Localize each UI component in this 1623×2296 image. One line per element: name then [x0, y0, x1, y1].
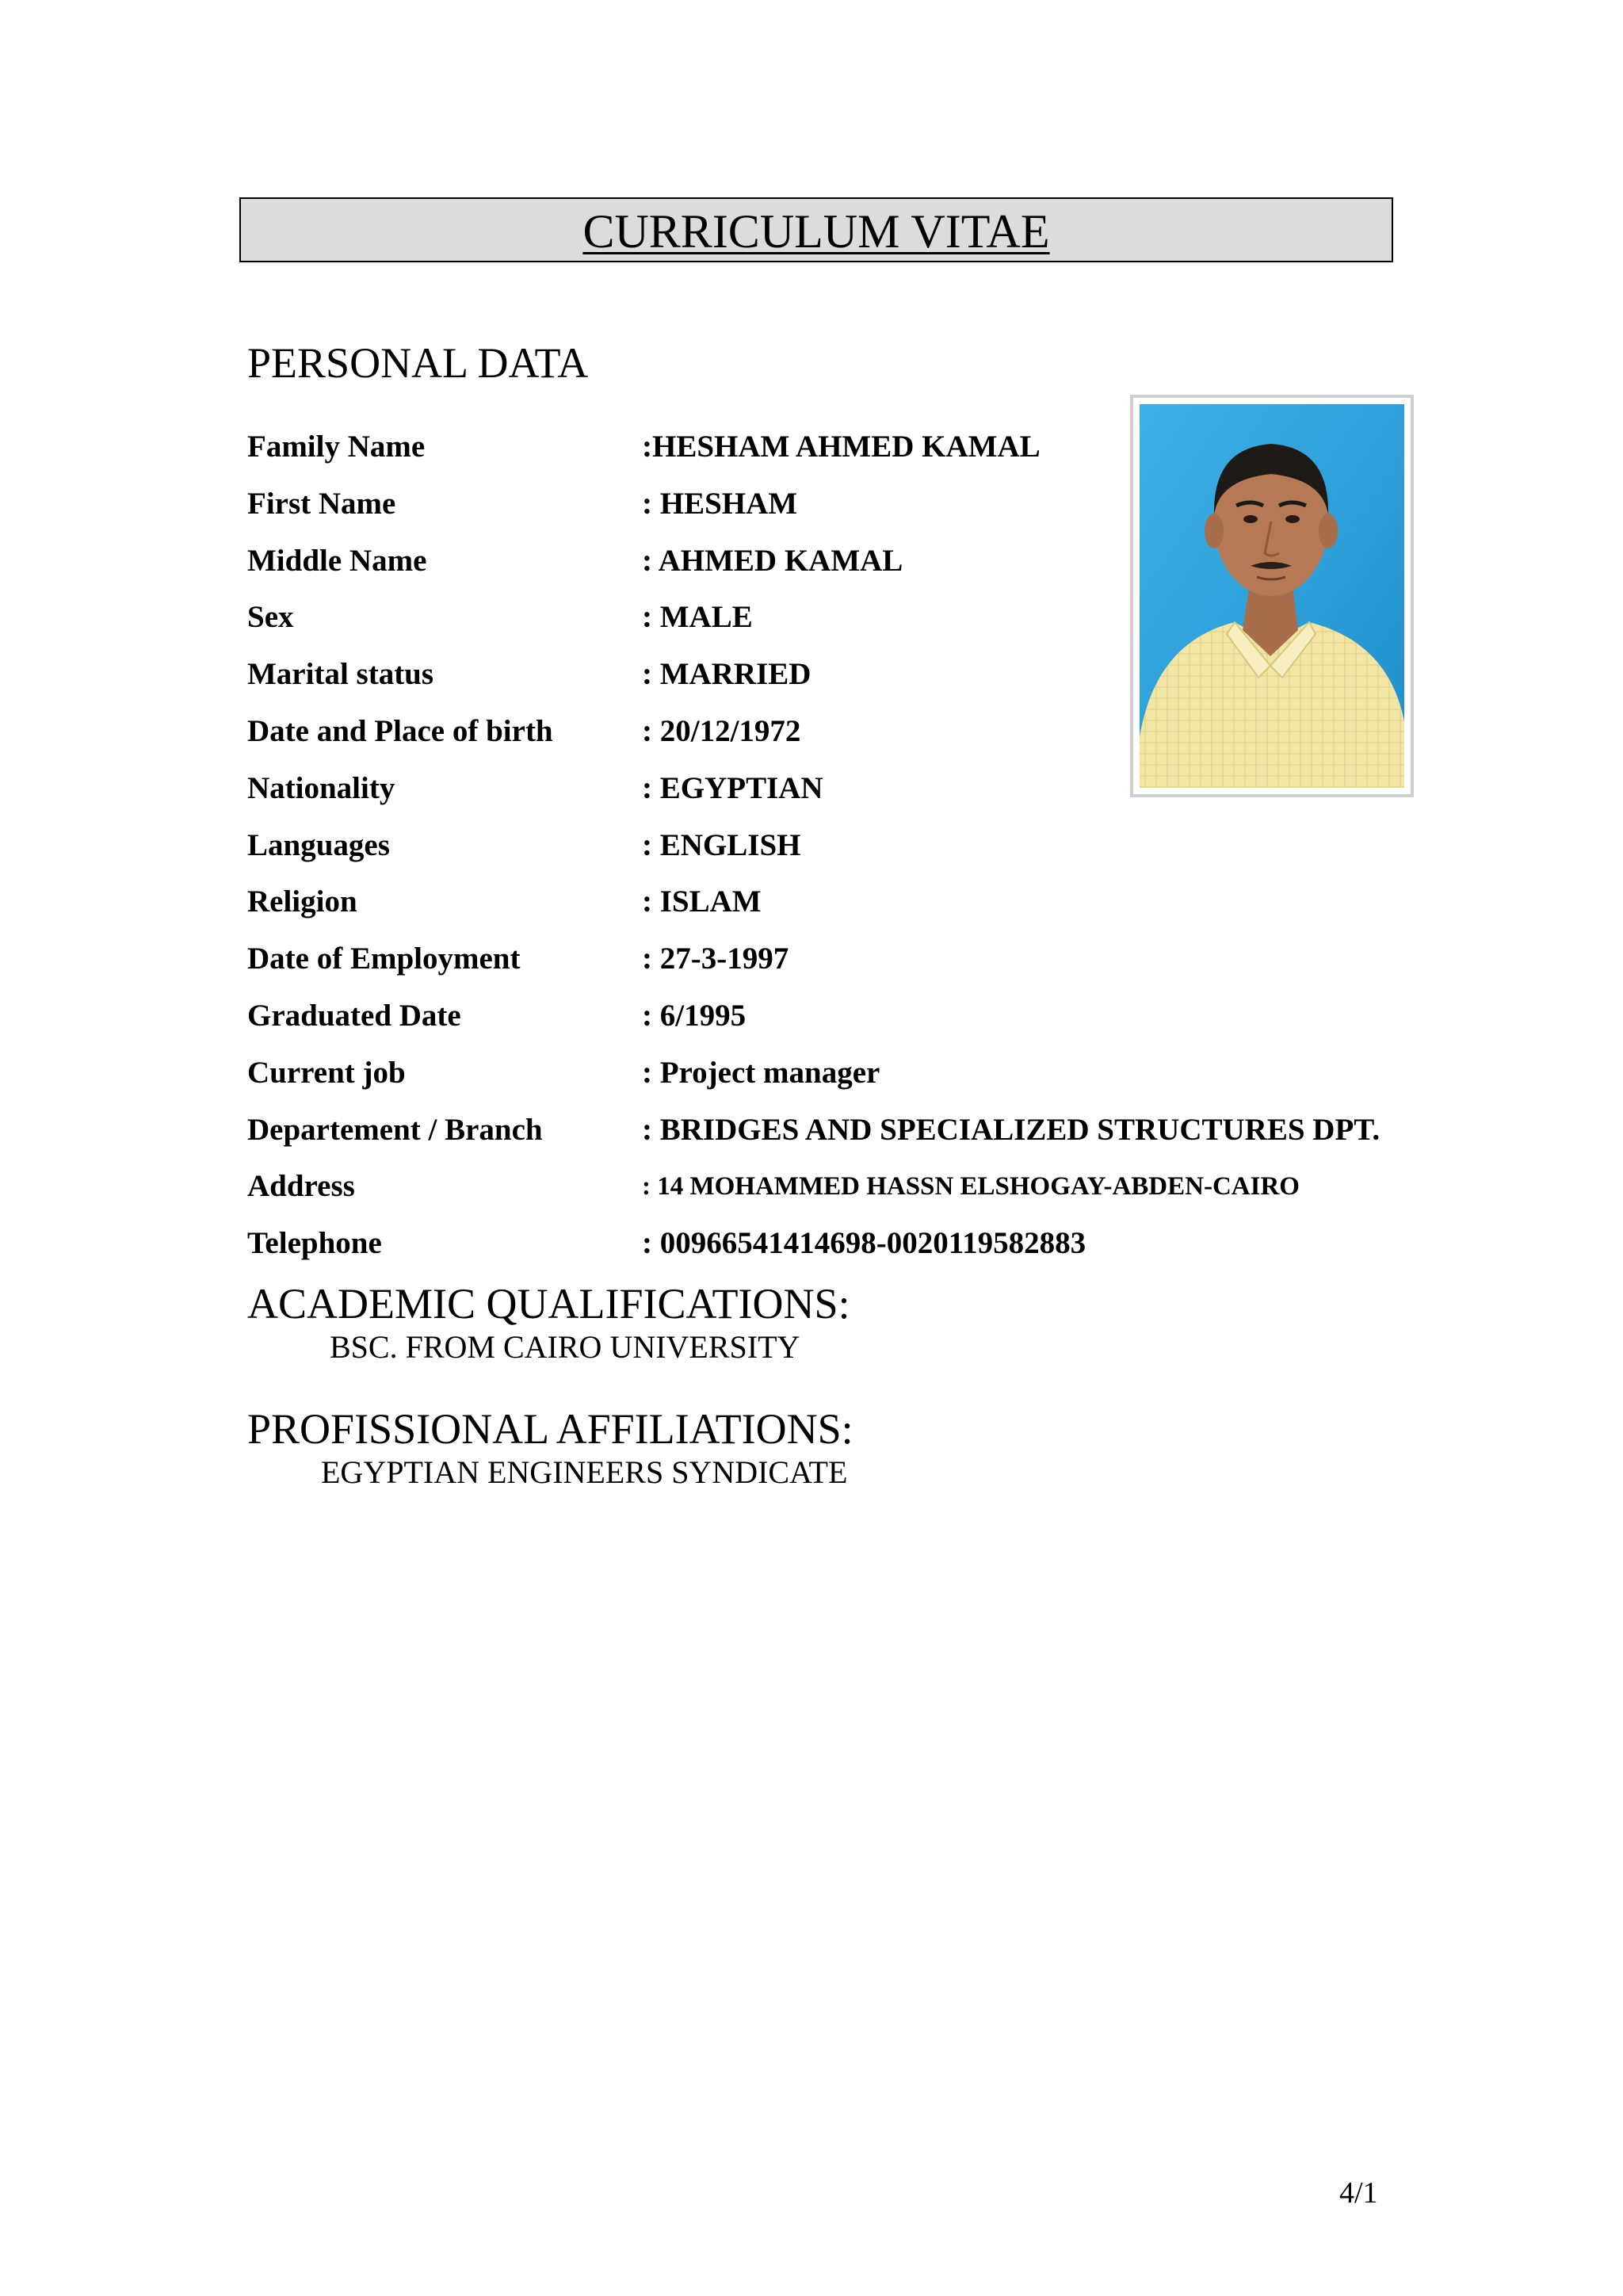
field-label: Graduated Date	[247, 998, 461, 1033]
field-value: : 20/12/1972	[642, 713, 801, 748]
field-value: : 27-3-1997	[642, 942, 789, 976]
field-label: Family Name	[247, 430, 426, 464]
portrait-photo	[1130, 395, 1414, 797]
field-label: Nationality	[247, 770, 395, 805]
field-row-department	[247, 1106, 1515, 1163]
field-row-languages	[247, 822, 1515, 879]
field-label: Current job	[247, 1055, 406, 1090]
title-box	[239, 197, 1393, 262]
field-row-employment-date	[247, 935, 1515, 992]
field-value: : BRIDGES AND SPECIALIZED STRUCTURES DPT.	[642, 1112, 1381, 1147]
field-label: Address	[247, 1169, 355, 1204]
field-label: Departement / Branch	[247, 1112, 543, 1147]
field-label: Religion	[247, 884, 357, 919]
field-row-current-job	[247, 1049, 1515, 1106]
field-label: First Name	[247, 486, 396, 521]
document-title: CURRICULUM VITAE	[582, 205, 1050, 258]
personal-data-heading: PERSONAL DATA	[247, 339, 589, 387]
field-row-religion	[247, 878, 1515, 935]
field-value: : ENGLISH	[642, 827, 801, 862]
field-value: : MALE	[642, 600, 753, 635]
field-label: Date and Place of birth	[247, 713, 553, 748]
field-value: :HESHAM AHMED KAMAL	[642, 430, 1041, 464]
field-label: Telephone	[247, 1226, 382, 1261]
field-value: : HESHAM	[642, 486, 798, 521]
academic-item: BSC. FROM CAIRO UNIVERSITY	[330, 1329, 800, 1365]
field-value: : 00966541414698-0020119582883	[642, 1226, 1086, 1261]
field-value: : EGYPTIAN	[642, 770, 823, 805]
field-row-address	[247, 1163, 1515, 1220]
field-value: : AHMED KAMAL	[642, 543, 903, 578]
field-label: Middle Name	[247, 543, 427, 578]
field-label: Languages	[247, 827, 390, 862]
portrait-photo-image	[1140, 404, 1404, 788]
field-value: : 6/1995	[642, 998, 747, 1033]
page-number: 4/1	[1339, 2176, 1378, 2210]
field-row-graduated-date	[247, 992, 1515, 1049]
affiliations-heading: PROFISSIONAL AFFILIATIONS:	[247, 1405, 854, 1453]
field-value: : ISLAM	[642, 884, 762, 919]
field-label: Sex	[247, 600, 294, 635]
field-value: : MARRIED	[642, 657, 812, 692]
field-label: Marital status	[247, 657, 434, 692]
field-value: : Project manager	[642, 1055, 880, 1090]
field-value: : 14 MOHAMMED HASSN ELSHOGAY-ABDEN-CAIRO	[642, 1172, 1300, 1201]
field-label: Date of Employment	[247, 942, 521, 976]
academic-heading: ACADEMIC QUALIFICATIONS:	[247, 1280, 850, 1328]
field-row-telephone	[247, 1220, 1515, 1277]
affiliations-item: EGYPTIAN ENGINEERS SYNDICATE	[321, 1454, 848, 1490]
